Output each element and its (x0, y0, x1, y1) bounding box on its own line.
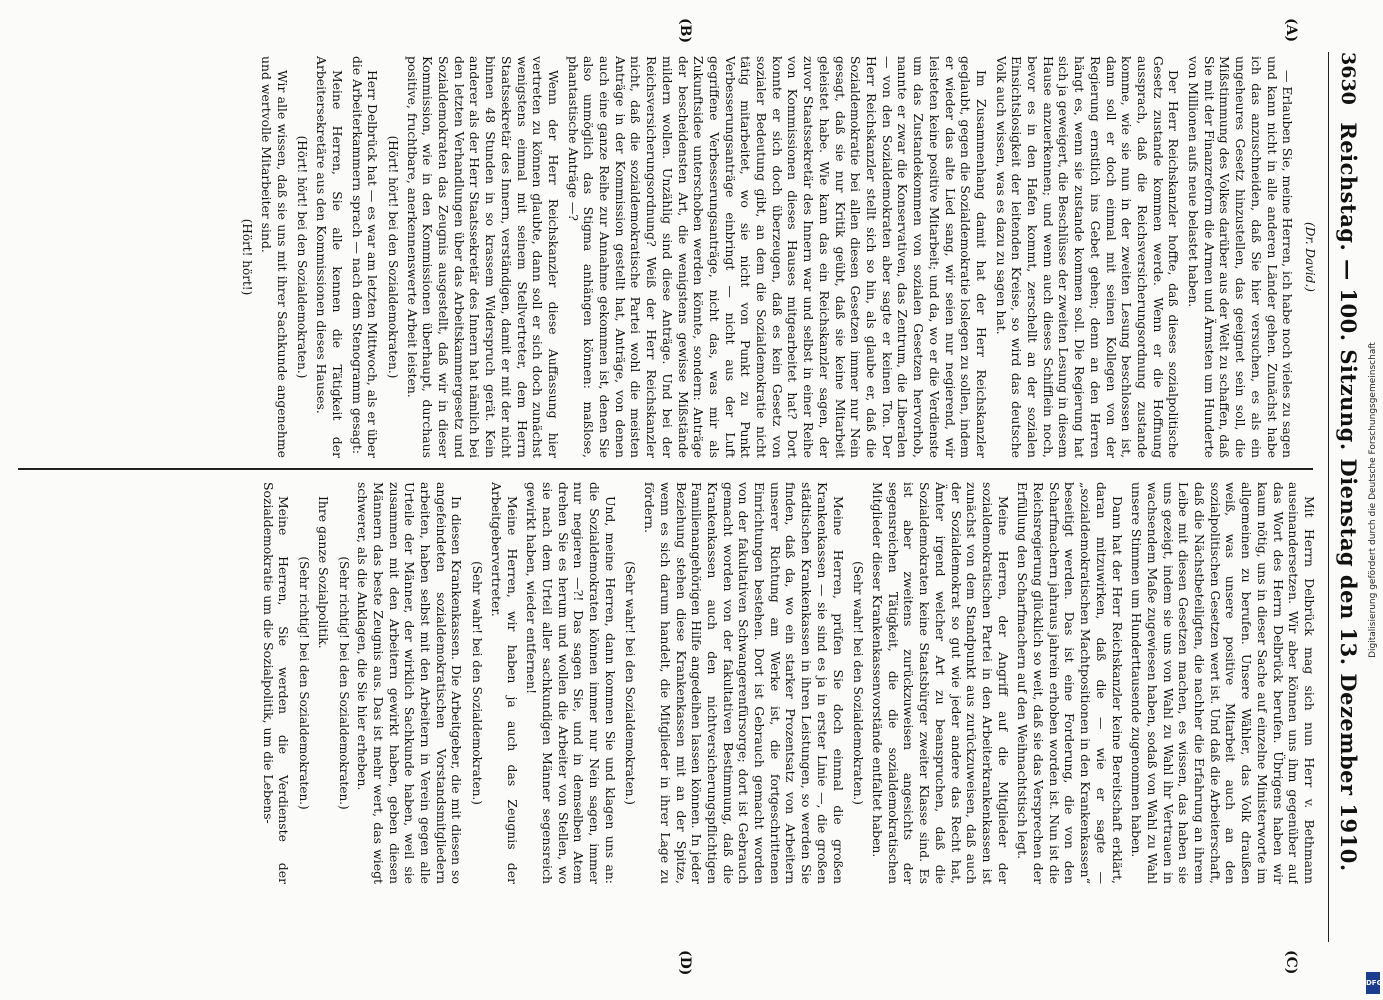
paragraph: Im Zusammenhang damit hat der Herr Reichskanzler geglaubt, gegen die Sozialdemokratie loslegen zu sollen, indem er wieder das alte Lied sang, wir seien nur negierend, wir leisteten keine positive Mitarbeit; und da, wo er die Verdienste um das Zustandekommen von sozialen Gesetzen hervorhob, nannte er zwar die Konservativen, das Zentrum, die Liberalen — von den Sozialdemokraten aber sagte er keinen Ton. Der Herr Reichskanzler stellt sich so hin, als glaube er, daß die Sozialdemokratie bei allen diesen Gesetzen immer nur Nein gesagt, daß sie nur Kritik geübt, daß sie keine Mitarbeit geleistet habe. Wie kann das ein Reichskanzler sagen, der zuvor Staatssekretär des Innern war und selbst in einer Reihe von Kommissionen dieses Hauses mitgearbeitet hat? Dort konnte er sich doch überzeugen, daß es kein Gesetz von sozialer Bedeutung gibt, an dem die Sozialdemokratie nicht tätig mitarbeitet, wo sie nicht von Punkt zu Punkt Verbesserungsanträge einbringt — nicht aus der Luft gegriffene Verbesserungsanträge, nicht das, was mir als Zukunftsidee unterschoben werden könnte, sondern: Anträge der bescheidensten Art, die wenigstens gewisse Mißstände mildern wollen. Unzählig sind diese Anträge. Und bei der Reichsversicherungsordnung? Weiß der Herr Reichskanzler nicht, daß die sozialdemokratische Partei wohl die meisten Anträge in der Kommission gestellt hat, Anträge, von denen auch eine ganze Reihe zur Annahme gekommen ist, denen Sie also unmöglich das Stigma anhängen können: maßlose, phantastische Anträge —? (565, 56, 989, 458)
margin-marker-b: (B) (677, 18, 693, 44)
paragraph: — Erlauben Sie, meine Herren, ich habe noch vieles zu sagen und kann nicht in alle anderen Länder gehen. Zunächst habe ich das anzuschneiden, daß Sie hier versuchen, es als ein ungeheures Gesetz hinzustellen, das geeignet sein soll, die Mißstimmung des Volkes darüber aus der Welt zu schaffen, daß Sie mit der Finanzreform die Armen und Ärmsten um Hunderte von Millionen aufs neue belastet haben. (1186, 56, 1296, 458)
right-column (17, 482, 1317, 884)
paragraph: Dann hat der Herr Reichskanzler keine Bereitschaft erklärt, daran mitzuwirken, daß die — wie er sagte — „sozialdemokratischen Machtpositionen in den Krankenkassen“ beseitigt werden. Das ist eine Forderung, die von den Scharfmachern jahraus jahrein erhoben worden ist. Nun ist die Reichsregierung glücklich so weit, daß sie das Versprechen der Erfüllung den Scharfmachern auf den Weihnachtstisch legt. (1015, 482, 1125, 884)
column-divider (18, 468, 1313, 470)
running-title: Reichstag. — 100. Sitzung. Dienstag den 13. Dezember 1910. (1336, 122, 1361, 872)
paragraph: Meine Herren, Sie werden die Verdienste der Sozialdemokratie um die Sozialpolitik, um die Lebens- (260, 482, 292, 884)
paragraph: Der Herr Reichskanzler hoffte, daß dieses sozialpolitische Gesetz zustande kommen werde. Wenn er die Hoffnung aussprach, daß die Reichsversicherungsordnung zustande komme, wie sie nun in der zweiten Lesung beschlossen ist, dann soll er doch einmal mit seinen Kollegen von der Regierung ernstlich ins Gebet gehen; denn an den Herren hängt es, wenn sie zustande kommen soll. Die Regierung hat sich ja geweigert, die Beschlüsse der zweiten Lesung in diesem Hause anzuerkennen; und wenn auch dieses Schifflein noch, bevor es in den Hafen kommt, zerschellt an der sozialen Einsichtslosigkeit der leitenden Kreise, so wird das deutsche Volk auch wissen, was es dazu zu sagen hat. (993, 56, 1182, 458)
paragraph: Meine Herren, wir haben ja auch das Zeugnis der Arbeitgebervertreter. (488, 482, 520, 884)
interjection: (Hört! hört! bei den Sozialdemokraten.) (385, 135, 400, 379)
paragraph: Wenn der Herr Reichskanzler diese Auffassung hier vertreten zu können glaubte, dann soll er sich doch zunächst wenigstens einmal mit seinem Stellvertreter, dem Herrn Staatssekretär des Innern, verständigen, damit er mit der nicht binnen 48 Stunden in so krassem Widerspruch gerät. Kein anderer als der Herr Staatssekretär des Innern hat nämlich bei den letzten Verhandlungen über das Arbeitskammergesetz und Sozialdemokraten das Zeugnis ausgestellt, daß wir in dieser Kommission, wie in den Kommissionen überhaupt, durchaus positive, fruchtbare, anerkennenswerte Arbeit leisten. (404, 56, 561, 458)
paragraph: Und, meine Herren, dann kommen Sie und klagen uns an: die Sozialdemokraten können immer nur Nein sagen, immer nur negieren —?! Das sagen Sie, und in demselben Atem drehen Sie es herum und wollen die Arbeiter von Stellen, wo sie nach dem Urteil aller sachkundigen Männer segensreich gewirkt haben, wieder entfernen! (524, 482, 618, 884)
paragraph: Mit Herrn Delbrück mag sich nun Herr v. Bethmann auseinandersetzen. Wir aber können uns ihm gegenüber auf das Wort des Herrn Delbrück berufen. Übrigens haben wir kaum nötig, uns in dieser Sache auf einzelne Ministerworte im allgemeinen zu berufen. Unsere Wähler, das Volk draußen weiß, was unsere positive Mitarbeit auch an den sozialpolitischen Gesetzen wert ist. Und daß die Arbeiterschaft, daß die Nächstbeteiligten, die nachher die Erfahrung an ihrem Leibe mit diesen Gesetzen machen, es wissen, das haben sie uns gezeigt, indem sie uns von Wahl zu Wahl ihr Vertrauen in wachsendem Maße zugewiesen haben, sodaß von Wahl zu Wahl unsere Stimmen um Hunderttausende zugenommen haben. (1129, 482, 1317, 884)
speaker-tag: (Dr. David.) (1303, 222, 1317, 292)
interjection: (Sehr wahr! bei den Sozialdemokraten.) (470, 561, 485, 805)
paragraph: Herr Delbrück hat — es war am letzten Mittwoch, als er über die Arbeiterkammern sprach — nach dem Stenogramm gesagt: (349, 56, 381, 458)
paragraph: Meine Herren, prüfen Sie doch einmal die großen Krankenkassen — sie sind es ja in erster Linie —, die großen städtischen Krankenkassen in ihren Leistungen, so werden Sie finden, daß da, wo ein starker Prozentsatz von Arbeitern unserer Richtung am Werke ist, die fortgeschrittenen Einrichtungen bestehen. Dort ist Gebrauch gemacht worden von der fakultativen Schwangerenfürsorge; dort ist Gebrauch gemacht worden von der fakultativen Bestimmung, daß die Krankenkassen auch den nichtversicherungspflichtigen Familienangehörigen Hilfe angedeihen lassen können. In jeder Beziehung stehen diese Krankenkassen mit an der Spitze, wenn es sich darum handelt, die Mitglieder in ihrer Lage zu fördern. (642, 482, 846, 884)
left-column (17, 56, 1317, 458)
interjection: (Sehr richtig! bei den Sozialdemokraten.) (297, 556, 312, 810)
margin-marker-c: (C) (1283, 950, 1299, 975)
interjection: (Sehr wahr! bei den Sozialdemokraten.) (851, 561, 866, 805)
paragraph: Wir alle wissen, daß sie uns mit ihrer Sachkunde angenehme und wertvolle Mitarbeiter sind. (259, 56, 290, 458)
interjection: (Sehr wahr! bei den Sozialdemokraten.) (623, 561, 638, 805)
paragraph: Meine Herren, der Angriff auf die Mitglieder der sozialdemokratischen Partei in den Arbeiterkrankenkassen ist zunächst von dem Standpunkt aus zurückzuweisen, daß auch der Sozialdemokrat so gut wie jeder andere das Recht hat, Ämter irgend welcher Art zu beanspruchen, daß die Sozialdemokraten keine Staatsbürger zweiter Klasse sind. Es ist aber zweitens zurückzuweisen angesichts der segensreichen Tätigkeit, die die sozialdemokratischen Mitglieder dieser Krankenkassenvorstände entfaltet haben. (870, 482, 1011, 884)
interjection: (Hört! hört!) (240, 218, 255, 296)
margin-marker-d: (D) (677, 950, 693, 976)
paragraph: Meine Herren, Sie alle kennen die Tätigkeit der Arbeitersekretäre aus den Kommissionen dieses Hauses. (314, 56, 345, 458)
margin-marker-a: (A) (1283, 18, 1299, 43)
digitization-credit: Digitalisierung gefördert durch die Deutsche Forschungsgemeinschaft (1368, 342, 1378, 658)
page-header (1328, 52, 1369, 942)
interjection: (Hört! hört! bei den Sozialdemokraten.) (295, 135, 310, 379)
paragraph: Ihre ganze Sozialpolitik. (315, 496, 331, 649)
interjection: (Sehr richtig! bei den Sozialdemokraten.) (336, 556, 351, 810)
paragraph: In diesen Krankenkassen. Die Arbeitgeber, die mit diesen so angefeindeten sozialdemokratischen Vorstandsmitgliedern arbeiten, haben selbst mit den Arbeitern in Verein gegen alle Urteile der Männer, der wirklich Sachkunde haben, weil sie zusammen mit den Arbeitern gewirkt haben, geben diesen Männern das beste Zeugnis aus. Das ist mehr wert, das wiegt schwerer, als die Anklagen, die Sie hier erheben. (355, 482, 465, 884)
page-number: 3630 (1337, 52, 1359, 105)
dfg-logo: DFG (1366, 972, 1380, 994)
